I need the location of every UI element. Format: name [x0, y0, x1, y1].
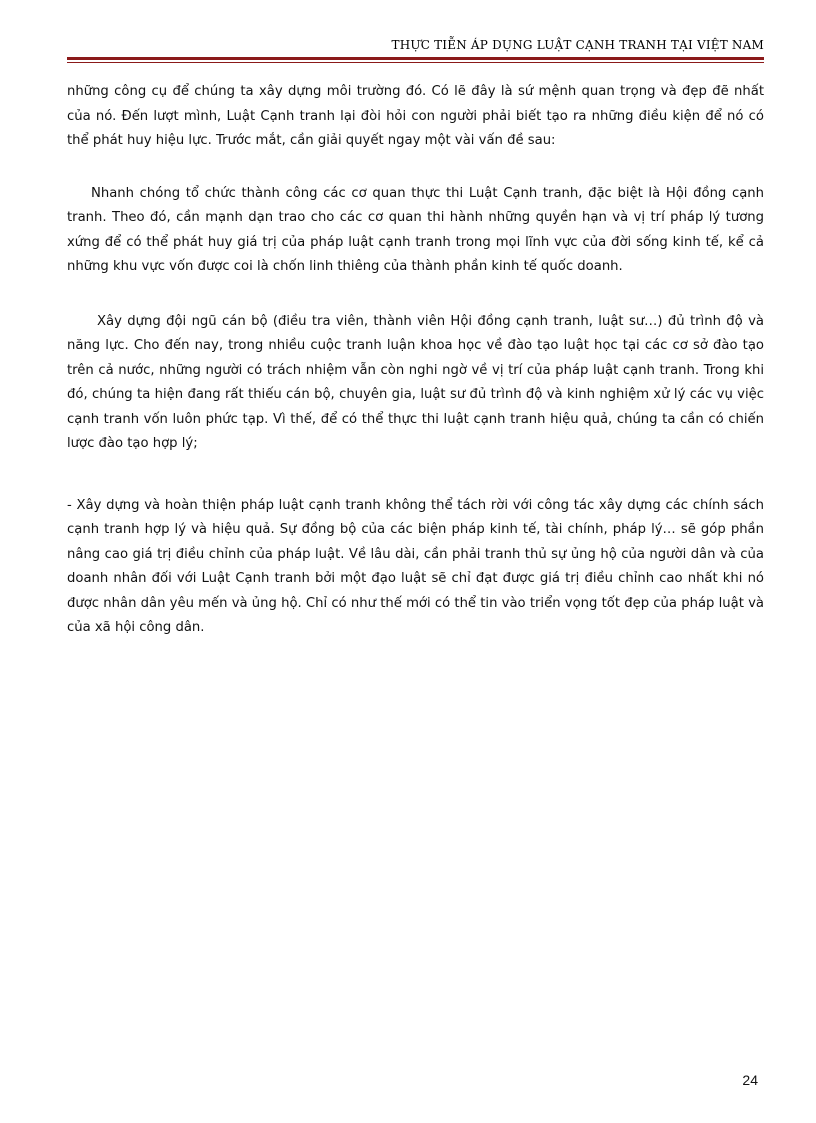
paragraph-policy-completion: - Xây dựng và hoàn thiện pháp luật cạnh tranh không thể tách rời với công tác xây dựng các chính sách cạnh tranh hợp lý và hiệu quả. Sự đồng bộ của các biện pháp kinh tế, tài chính, pháp lý… sẽ góp phần nâng cao giá trị điều chỉnh của pháp luật. Về lâu dài, cần phải tranh thủ sự ủng hộ của người dân và của doanh nhân đối với Luật Cạnh tranh bởi một đạo luật sẽ chỉ đạt được giá trị điều chỉnh cao nhất khi nó được nhân dân yêu mến và ủng hộ. Chỉ có như thế mới có thể tin vào triển vọng tốt đẹp của pháp luật và của xã hội công dân. [67, 497, 764, 635]
header-rule-thick [67, 57, 764, 60]
paragraph-enforcement-agencies: Nhanh chóng tổ chức thành công các cơ quan thực thi Luật Cạnh tranh, đặc biệt là Hội đồng cạnh tranh. Theo đó, cần mạnh dạn trao cho các cơ quan thi hành những quyền hạn và vị trí pháp lý tương xứng để có thể phát huy giá trị của pháp luật cạnh tranh trong mọi lĩnh vực của đời sống kinh tế, kể cả những khu vực vốn được coi là chốn linh thiêng của thành phần kinh tế quốc doanh. [67, 185, 764, 274]
running-header: THỰC TIỄN ÁP DỤNG LUẬT CẠNH TRANH TẠI VIỆT NAM [391, 38, 764, 52]
body-text [67, 80, 764, 641]
paragraph-staff-training: Xây dựng đội ngũ cán bộ (điều tra viên, thành viên Hội đồng cạnh tranh, luật sư…) đủ trình độ và năng lực. Cho đến nay, trong nhiều cuộc tranh luận khoa học về đào tạo luật học tại các cơ sở đào tạo trên cả nước, những người có trách nhiệm vẫn còn nghi ngờ về vị trí của pháp luật cạnh tranh. Trong khi đó, chúng ta hiện đang rất thiếu cán bộ, chuyên gia, luật sư đủ trình độ và kinh nghiệm xử lý các vụ việc cạnh tranh vốn luôn phức tạp. Vì thế, để có thể thực thi luật cạnh tranh hiệu quả, chúng ta cần có chiến lược đào tạo hợp lý; [67, 313, 764, 451]
page-number: 24 [742, 1072, 758, 1088]
header-rule-thin [67, 62, 764, 63]
paragraph-continuation: những công cụ để chúng ta xây dựng môi trường đó. Có lẽ đây là sứ mệnh quan trọng và đẹp đẽ nhất của nó. Đến lượt mình, Luật Cạnh tranh lại đòi hỏi con người phải biết tạo ra những điều kiện để nó có thể phát huy hiệu lực. Trước mắt, cần giải quyết ngay một vài vấn đề sau: [67, 84, 764, 148]
